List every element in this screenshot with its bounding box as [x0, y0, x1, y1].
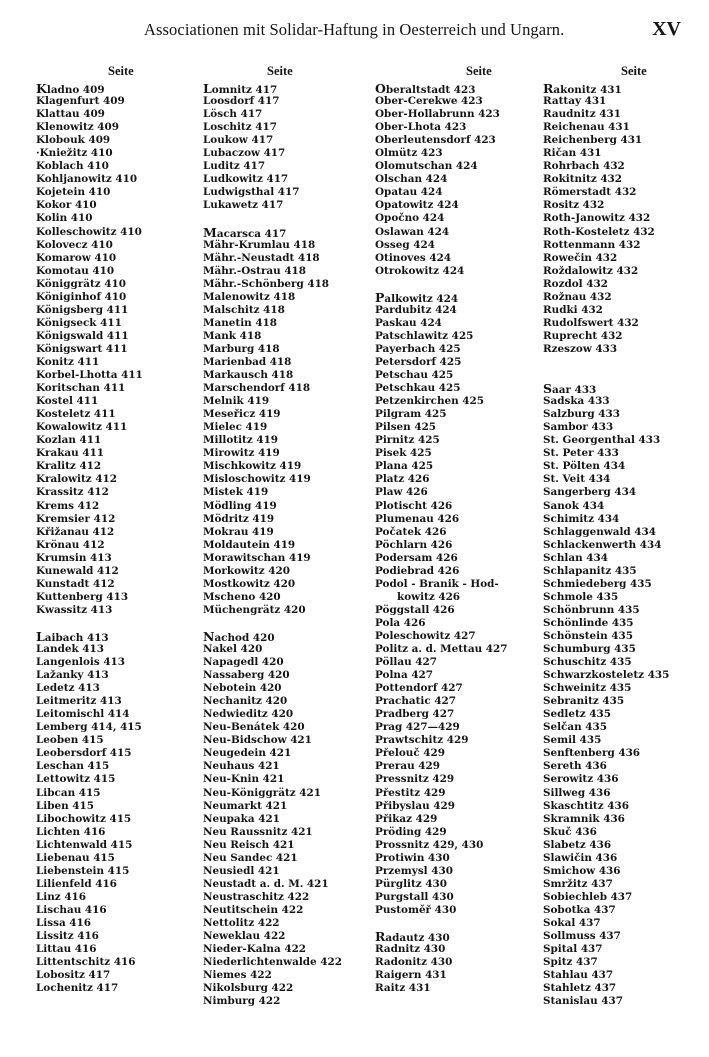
- index-entry: Rožnau 432: [543, 290, 612, 303]
- index-entry: St. Veit 434: [543, 473, 611, 486]
- index-entry: Sereth 436: [543, 760, 607, 773]
- index-entry: Neu Reisch 421: [203, 838, 295, 851]
- index-entry: Oberaltstadt 423: [375, 81, 476, 96]
- index-entry: Kostel 411: [36, 395, 99, 408]
- index-entry: Plana 425: [375, 460, 434, 473]
- index-entry: Mähr-Krumlau 418: [203, 238, 316, 251]
- column-heading: Seite: [621, 64, 647, 78]
- index-entry: Přelouč 429: [375, 747, 445, 760]
- index-entry: Neuhaus 421: [203, 760, 280, 773]
- index-entry: Sobiechleb 437: [543, 890, 633, 903]
- index-column-1: [36, 64, 202, 995]
- index-entry: Mödritz 419: [203, 512, 275, 525]
- index-entry: Platz 426: [375, 473, 430, 486]
- index-entry: Protiwin 430: [375, 851, 450, 864]
- index-column-4: [543, 64, 707, 1008]
- index-entry: Opatau 424: [375, 186, 443, 199]
- index-entry: Oberleutensdorf 423: [375, 134, 496, 147]
- index-entry: Payerbach 425: [375, 342, 461, 355]
- index-entry: Pressnitz 429: [375, 773, 455, 786]
- index-entry: Senftenberg 436: [543, 747, 641, 760]
- index-entry: Skaschtitz 436: [543, 799, 629, 812]
- section-spacer: [36, 617, 202, 630]
- index-entry: Sanok 434: [543, 499, 605, 512]
- index-entry: Pola 426: [375, 616, 426, 629]
- index-entry: Lobositz 417: [36, 969, 111, 982]
- index-entry: Koblach 410: [36, 160, 109, 173]
- index-entry: Kosteletz 411: [36, 408, 116, 421]
- index-entry: Schlapanitz 435: [543, 564, 637, 577]
- index-entry: Lilienfeld 416: [36, 877, 117, 890]
- index-entry: Pardubitz 424: [375, 303, 457, 316]
- index-entry: Radnitz 430: [375, 943, 446, 956]
- index-entry: Spital 437: [543, 943, 603, 956]
- index-entry: Malschitz 418: [203, 303, 285, 316]
- index-entry: Kokor 410: [36, 199, 97, 212]
- index-entry: Lichtenwald 415: [36, 838, 133, 851]
- index-entry: Koritschan 411: [36, 382, 126, 395]
- index-entry: Neu Sandec 421: [203, 851, 298, 864]
- index-entry: Purgstall 430: [375, 890, 454, 903]
- index-entry: Sobotka 437: [543, 903, 616, 916]
- index-entry: Petschau 425: [375, 369, 454, 382]
- index-entry: Oslawan 424: [375, 225, 450, 238]
- index-entry: Königsberg 411: [36, 303, 129, 316]
- section-spacer: [543, 356, 707, 369]
- index-entry: Meseřicz 419: [203, 408, 281, 421]
- index-entry: Melnik 419: [203, 395, 270, 408]
- index-entry: Luditz 417: [203, 160, 266, 173]
- index-entry: Reichenau 431: [543, 121, 630, 134]
- index-entry: Landek 413: [36, 643, 104, 656]
- index-entry: Prossnitz 429, 430: [375, 838, 484, 851]
- index-entry: Prachatic 427: [375, 695, 457, 708]
- index-entry: Nechanitz 420: [203, 695, 288, 708]
- index-entry: Lissa 416: [36, 917, 91, 929]
- index-entry: Lichten 416: [36, 825, 106, 838]
- index-entry: Konitz 411: [36, 355, 100, 368]
- index-entry: Roth-Kosteletz 432: [543, 225, 655, 238]
- index-entry: Opočno 424: [375, 212, 445, 225]
- index-entry: Rzeszow 433: [543, 342, 618, 355]
- index-entry: Pottendorf 427: [375, 682, 463, 695]
- index-entry: Schlackenwerth 434: [543, 538, 662, 551]
- index-entry: Lažanky 413: [36, 669, 109, 682]
- index-entry: Laibach 413: [36, 628, 109, 644]
- index-entry: Niemes 422: [203, 969, 272, 982]
- index-entry: Mank 418: [203, 329, 262, 342]
- index-entry: Kremsier 412: [36, 512, 116, 525]
- index-entry: Kunewald 412: [36, 564, 119, 577]
- index-entry: Liebenstein 415: [36, 864, 130, 877]
- index-entry: Polna 427: [375, 669, 434, 682]
- index-entry: Kolovecz 410: [36, 238, 113, 251]
- index-entry: Neugedein 421: [203, 747, 292, 760]
- index-entry: Neumarkt 421: [203, 799, 288, 812]
- index-entry: Krems 412: [36, 499, 100, 512]
- index-entry: Schwarzkosteletz 435: [543, 669, 670, 682]
- index-entry: Olschan 424: [375, 173, 448, 186]
- index-entry: Klagenfurt 409: [36, 95, 125, 108]
- index-entry: Počatek 426: [375, 525, 447, 538]
- index-entry: Krönau 412: [36, 538, 105, 551]
- entry-list: [543, 82, 707, 1008]
- index-entry: Mödling 419: [203, 499, 277, 512]
- index-entry: Serowitz 436: [543, 773, 619, 786]
- index-entry: Přibyslau 429: [375, 799, 455, 812]
- index-entry: Roth-Janowitz 432: [543, 212, 651, 225]
- index-entry: Nedwieditz 420: [203, 708, 294, 721]
- index-entry: Podiebrad 426: [375, 564, 460, 577]
- index-entry: Kojetein 410: [36, 186, 111, 199]
- index-entry: Neweklau 422: [203, 930, 286, 943]
- index-entry: Liben 415: [36, 799, 94, 812]
- index-entry: Skuč 436: [543, 825, 597, 838]
- index-entry: Neupaka 421: [203, 812, 280, 825]
- index-entry: Rositz 432: [543, 199, 605, 212]
- index-entry: Markausch 418: [203, 369, 294, 382]
- index-entry: Neustadt a. d. M. 421: [203, 877, 329, 890]
- index-entry: Schlaggenwald 434: [543, 525, 656, 538]
- index-entry: Kohljanowitz 410: [36, 173, 138, 186]
- index-entry: Ledetz 413: [36, 682, 100, 695]
- index-entry: Smržitz 437: [543, 877, 613, 890]
- index-column-3: [375, 64, 541, 995]
- index-entry: Pisek 425: [375, 447, 432, 460]
- index-entry: Ludkowitz 417: [203, 173, 289, 186]
- index-entry: Sadska 433: [543, 395, 610, 408]
- column-heading: Seite: [108, 64, 134, 78]
- index-entry: Raigern 431: [375, 969, 447, 982]
- index-entry: Neu-Bidschow 421: [203, 734, 312, 747]
- index-entry: Sambor 433: [543, 421, 614, 434]
- index-entry: Rattay 431: [543, 95, 607, 108]
- index-entry: Leobersdorf 415: [36, 747, 132, 760]
- index-entry: Otrokowitz 424: [375, 264, 465, 277]
- index-entry: Schimitz 434: [543, 512, 620, 525]
- index-entry: Schweinitz 435: [543, 682, 632, 695]
- index-entry: Schlan 434: [543, 551, 608, 564]
- index-entry: Stanislau 437: [543, 995, 623, 1008]
- index-entry: Raudnitz 431: [543, 108, 621, 121]
- index-entry: Radautz 430: [375, 929, 450, 945]
- index-entry: Sebranitz 435: [543, 695, 625, 708]
- index-entry: Loosdorf 417: [203, 95, 280, 108]
- index-entry: Marienbad 418: [203, 355, 292, 368]
- index-entry: Nebotein 420: [203, 682, 282, 695]
- index-entry: Lösch 417: [203, 108, 263, 121]
- index-entry: Millotitz 419: [203, 434, 279, 447]
- index-entry: Lischau 416: [36, 903, 107, 916]
- index-entry: ·Kniežitz 410: [36, 147, 113, 160]
- index-entry: Rakonitz 431: [543, 81, 622, 96]
- section-spacer: [375, 278, 541, 291]
- index-entry: Loschitz 417: [203, 121, 277, 134]
- index-entry: Kunstadt 412: [36, 577, 115, 590]
- index-entry: Pirnitz 425: [375, 434, 440, 447]
- index-entry: Langenlois 413: [36, 656, 126, 669]
- index-entry: Poleschowitz 427: [375, 629, 476, 642]
- index-entry: Patschlawitz 425: [375, 329, 474, 342]
- index-entry: Olmütz 423: [375, 147, 443, 160]
- index-entry: Rowečin 432: [543, 251, 618, 264]
- entry-list: [375, 82, 541, 995]
- index-entry: Slabetz 436: [543, 838, 612, 851]
- index-entry: Petschkau 425: [375, 382, 461, 395]
- index-entry: St. Peter 433: [543, 447, 619, 460]
- index-entry: Rudolfswert 432: [543, 316, 639, 329]
- index-entry: Nassaberg 420: [203, 669, 290, 682]
- page-number: XV: [652, 18, 681, 40]
- section-spacer: [375, 917, 541, 930]
- index-entry: Lemberg 414, 415: [36, 721, 142, 734]
- index-entry: Radonitz 430: [375, 956, 453, 969]
- entry-list: [203, 82, 373, 1008]
- index-entry: Krassitz 412: [36, 486, 109, 499]
- index-entry: Kralitz 412: [36, 460, 102, 473]
- index-entry: Misloschowitz 419: [203, 473, 311, 486]
- index-entry: Pürglitz 430: [375, 877, 448, 890]
- index-entry: Schumburg 435: [543, 643, 636, 656]
- index-entry: St. Pölten 434: [543, 460, 626, 473]
- index-entry: Königswald 411: [36, 329, 129, 342]
- index-entry: Rohrbach 432: [543, 160, 625, 173]
- index-entry: Neusiedl 421: [203, 864, 280, 877]
- index-entry: Schmole 435: [543, 590, 619, 603]
- index-entry: Neu Raussnitz 421: [203, 825, 313, 838]
- index-entry: Podol - Branik - Hod-: [375, 577, 499, 590]
- entry-list: [36, 82, 202, 995]
- index-entry: Liebenau 415: [36, 851, 115, 864]
- index-entry: Pilsen 425: [375, 421, 437, 434]
- running-title: Associationen mit Solidar-Haftung in Oesterreich und Ungarn.: [144, 20, 565, 39]
- index-entry: Neu-Königgrätz 421: [203, 786, 321, 799]
- column-heading: Seite: [466, 64, 492, 78]
- index-entry: Mscheno 420: [203, 590, 281, 603]
- index-entry: Smichow 436: [543, 864, 621, 877]
- section-spacer: [543, 369, 707, 382]
- index-entry: Mistek 419: [203, 486, 269, 499]
- index-entry: Politz a. d. Mettau 427: [375, 643, 508, 656]
- index-entry: Křižanau 412: [36, 525, 115, 538]
- index-entry: Rokitnitz 432: [543, 173, 623, 186]
- index-entry: Leoben 415: [36, 734, 104, 747]
- index-entry: Müchengrätz 420: [203, 603, 306, 616]
- index-entry: Neutitschein 422: [203, 903, 304, 916]
- index-entry: Stahletz 437: [543, 982, 617, 995]
- index-entry: Libochowitz 415: [36, 812, 132, 825]
- index-entry: Slawičin 436: [543, 851, 618, 864]
- index-entry: Rudki 432: [543, 303, 603, 316]
- index-entry: Leitomischl 414: [36, 708, 130, 721]
- index-entry: Mähr.-Ostrau 418: [203, 264, 307, 277]
- index-entry: Morkowitz 420: [203, 564, 290, 577]
- page-header: [0, 18, 709, 42]
- index-entry: Leschan 415: [36, 760, 110, 773]
- index-entry: Neustraschitz 422: [203, 890, 310, 903]
- column-heading: Seite: [267, 64, 293, 78]
- index-entry: Lissitz 416: [36, 930, 99, 943]
- index-entry: Lochenitz 417: [36, 982, 119, 995]
- index-entry: Lubaczow 417: [203, 147, 286, 160]
- index-entry: Königswart 411: [36, 342, 128, 355]
- section-spacer: [203, 617, 373, 630]
- index-entry: Komarow 410: [36, 251, 117, 264]
- index-entry: Neu-Benátek 420: [203, 721, 305, 734]
- index-entry: Plotischt 426: [375, 499, 453, 512]
- index-entry: Kowalowitz 411: [36, 421, 128, 434]
- index-entry: Lomnitz 417: [203, 81, 278, 96]
- index-entry: Plaw 426: [375, 486, 428, 499]
- index-entry: Königseck 411: [36, 316, 122, 329]
- index-entry: Sangerberg 434: [543, 486, 637, 499]
- index-entry: Mostkowitz 420: [203, 577, 296, 590]
- index-entry: Königinhof 410: [36, 290, 127, 303]
- index-entry: Krakau 411: [36, 447, 105, 460]
- index-entry: Prag 427—429: [375, 721, 460, 734]
- index-entry: Mirowitz 419: [203, 447, 280, 460]
- index-entry: Sedletz 435: [543, 708, 611, 721]
- index-entry: Roždalowitz 432: [543, 264, 639, 277]
- index-entry: Reichenberg 431: [543, 134, 643, 147]
- index-entry: Marschendorf 418: [203, 382, 311, 395]
- index-entry: Klenowitz 409: [36, 121, 119, 134]
- index-entry: Otinoves 424: [375, 251, 452, 264]
- index-entry: Saar 433: [543, 381, 597, 397]
- index-entry: Ričan 431: [543, 147, 602, 160]
- index-entry: Nettolitz 422: [203, 917, 280, 929]
- index-entry: Lukawetz 417: [203, 199, 284, 212]
- index-entry: Schmiedeberg 435: [543, 577, 652, 590]
- index-entry: Mähr.-Schönberg 418: [203, 277, 330, 290]
- index-entry: Morawitschan 419: [203, 551, 311, 564]
- index-entry: Schuschitz 435: [543, 656, 632, 669]
- index-entry: Raitz 431: [375, 982, 431, 995]
- index-entry: Leitmeritz 413: [36, 695, 122, 708]
- index-entry: Selčan 435: [543, 721, 607, 734]
- section-spacer: [203, 212, 373, 225]
- index-entry: Klattau 409: [36, 108, 105, 121]
- index-entry: Libcan 415: [36, 786, 101, 799]
- index-entry: Loukow 417: [203, 134, 274, 147]
- index-entry: Semil 435: [543, 734, 602, 747]
- index-entry: Spitz 437: [543, 956, 598, 969]
- index-entry: Pöchlarn 426: [375, 538, 453, 551]
- index-entry: Littau 416: [36, 943, 97, 956]
- index-entry: Ruprecht 432: [543, 329, 623, 342]
- index-entry: Ober-Hollabrunn 423: [375, 108, 500, 121]
- index-entry: Osseg 424: [375, 238, 435, 251]
- index-entry: Przemysl 430: [375, 864, 453, 877]
- index-entry: Klobouk 409: [36, 134, 111, 147]
- index-entry: Paskau 424: [375, 316, 442, 329]
- index-entry: Pustoměř 430: [375, 903, 457, 916]
- index-entry: Ober-Lhota 423: [375, 121, 467, 134]
- index-entry: Niederlichtenwalde 422: [203, 956, 342, 969]
- index-entry: Sollmuss 437: [543, 930, 621, 943]
- index-entry: Nikolsburg 422: [203, 982, 294, 995]
- index-entry: Opatowitz 424: [375, 199, 459, 212]
- index-entry: Napagedl 420: [203, 656, 284, 669]
- index-entry: Prerau 429: [375, 760, 440, 773]
- index-entry: Pröding 429: [375, 825, 447, 838]
- index-entry: Nimburg 422: [203, 995, 281, 1008]
- index-entry: Ludwigsthal 417: [203, 186, 300, 199]
- index-entry: Olomutschan 424: [375, 160, 478, 173]
- index-entry: Linz 416: [36, 890, 87, 903]
- index-entry: Mielec 419: [203, 421, 268, 434]
- index-entry: Sokal 437: [543, 917, 601, 929]
- index-entry: Nieder-Kalna 422: [203, 943, 307, 956]
- index-entry: St. Georgenthal 433: [543, 434, 661, 447]
- index-entry: Krumsin 413: [36, 551, 112, 564]
- index-entry: Palkowitz 424: [375, 289, 459, 305]
- index-entry: Mokrau 419: [203, 525, 274, 538]
- index-entry: Malenowitz 418: [203, 290, 296, 303]
- index-entry: Petzenkirchen 425: [375, 395, 484, 408]
- index-entry: Prawtschitz 429: [375, 734, 469, 747]
- index-entry: Lettowitz 415: [36, 773, 116, 786]
- index-entry: Neu-Knin 421: [203, 773, 285, 786]
- index-entry: Pöggstall 426: [375, 603, 455, 616]
- index-entry: kowitz 426: [397, 590, 461, 603]
- index-entry: Littentschitz 416: [36, 956, 136, 969]
- index-entry: Nakel 420: [203, 643, 263, 656]
- index-entry: Kwassitz 413: [36, 603, 113, 616]
- index-entry: Schönbrunn 435: [543, 603, 640, 616]
- index-entry: Kolin 410: [36, 212, 93, 225]
- index-entry: Plumenau 426: [375, 512, 460, 525]
- index-entry: Manetin 418: [203, 316, 278, 329]
- index-entry: Mischkowitz 419: [203, 460, 302, 473]
- index-entry: Kladno 409: [36, 81, 105, 96]
- index-entry: Mähr.-Neustadt 418: [203, 251, 320, 264]
- index-entry: Přikaz 429: [375, 812, 438, 825]
- index-entry: Kralowitz 412: [36, 473, 118, 486]
- index-entry: Salzburg 433: [543, 408, 620, 421]
- index-entry: Pradberg 427: [375, 708, 455, 721]
- index-entry: Rozdol 432: [543, 277, 608, 290]
- index-entry: Kozlan 411: [36, 434, 102, 447]
- index-entry: Pilgram 425: [375, 408, 447, 421]
- index-entry: Petersdorf 425: [375, 355, 462, 368]
- index-entry: Podersam 426: [375, 551, 458, 564]
- index-entry: Macarsca 417: [203, 224, 287, 240]
- index-entry: Pöllau 427: [375, 656, 437, 669]
- index-entry: Kuttenberg 413: [36, 590, 129, 603]
- index-entry: Rottenmann 432: [543, 238, 641, 251]
- index-entry: Přestitz 429: [375, 786, 446, 799]
- index-entry: Römerstadt 432: [543, 186, 637, 199]
- index-entry: Schönlinde 435: [543, 616, 634, 629]
- index-entry: Sillweg 436: [543, 786, 611, 799]
- index-entry: Königgrätz 410: [36, 277, 126, 290]
- index-entry: Stahlau 437: [543, 969, 614, 982]
- index-entry: Korbel-Lhotta 411: [36, 369, 143, 382]
- index-entry: Ober-Cerekwe 423: [375, 95, 483, 108]
- index-entry: Komotau 410: [36, 264, 115, 277]
- index-entry: Marburg 418: [203, 342, 280, 355]
- index-entry: Moldautein 419: [203, 538, 296, 551]
- index-entry: Kolleschowitz 410: [36, 225, 142, 238]
- index-entry: Nachod 420: [203, 628, 275, 644]
- index-entry: Schönstein 435: [543, 629, 633, 642]
- index-column-2: [203, 64, 373, 1008]
- index-entry: Skramnik 436: [543, 812, 625, 825]
